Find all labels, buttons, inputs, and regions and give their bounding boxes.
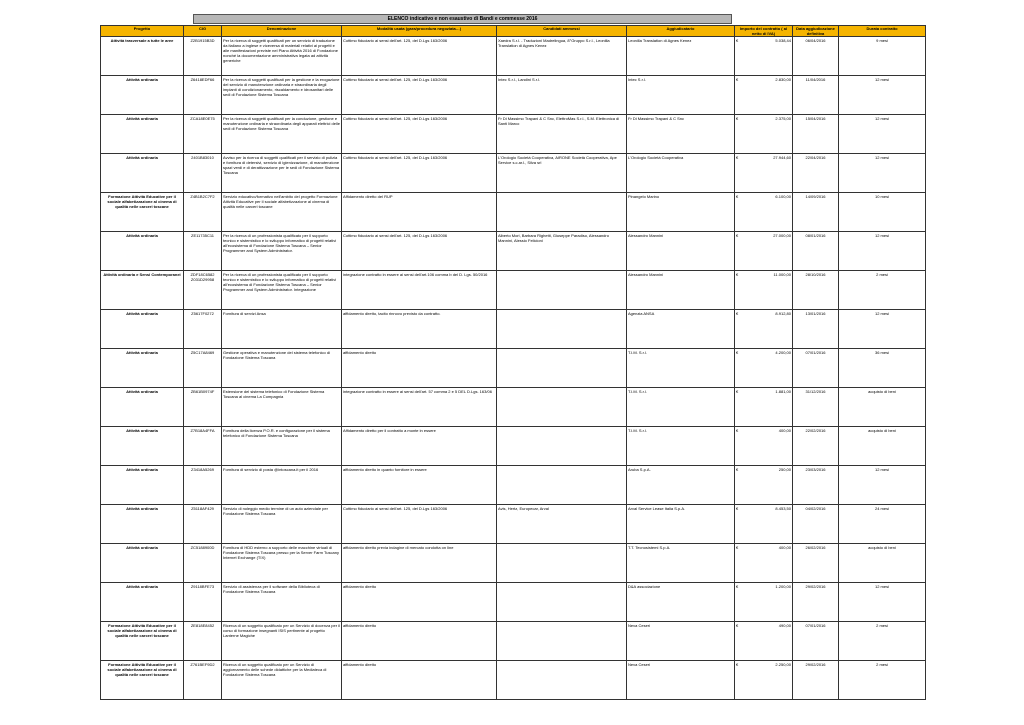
cell-cig: ZE818E8452 <box>184 622 222 661</box>
cell-denominazione: Servizio di noleggio medio termine di un auto aziendale per Fondazione Sistema Toscana <box>222 505 342 544</box>
header-data: Data aggiudicazione definitiva <box>793 26 839 37</box>
currency-symbol: € <box>736 623 739 628</box>
cell-denominazione: Fornitura di servizi Ansa <box>222 310 342 349</box>
cell-aggiudicatario: T.I.M. S.r.l. <box>627 388 735 427</box>
cell-modalita: affidamento diretto <box>342 661 497 700</box>
amount-value: 27.944,60 <box>773 155 791 160</box>
currency-symbol: € <box>736 233 739 238</box>
cell-data: 14/09/2016 <box>793 193 839 232</box>
currency-symbol: € <box>736 155 739 160</box>
cell-modalita: Affidamento diretto per il contratto a monte in essere <box>342 427 497 466</box>
cell-importo <box>735 271 793 310</box>
cell-candidati: Avis, Hertz, Europecar, Arval <box>497 505 627 544</box>
cell-progetto: Attività ordinaria <box>101 466 184 505</box>
cell-durata: 9 mesi <box>839 37 926 76</box>
cell-data: 31/12/2016 <box>793 388 839 427</box>
cell-progetto: Attività ordinaria <box>101 76 184 115</box>
cell-candidati: L'Orologio Società Cooperativa, AIRONE Società Cooperativa, Ape Service s.c.ar.l., Silva srl <box>497 154 627 193</box>
cell-durata: 2 mesi <box>839 271 926 310</box>
cell-cig: Z6418EDF66 <box>184 76 222 115</box>
cell-modalita: affidamento diretto <box>342 349 497 388</box>
cell-data: 06/04/2016 <box>793 37 839 76</box>
amount-value: 8.453,50 <box>775 506 791 511</box>
cell-cig: Z9118BFE73 <box>184 583 222 622</box>
table-row <box>101 76 926 115</box>
cell-durata: 10 mesi <box>839 193 926 232</box>
table-row <box>101 427 926 466</box>
currency-symbol: € <box>736 272 739 277</box>
currency-symbol: € <box>736 545 739 550</box>
cell-progetto: Attività ordinaria <box>101 544 184 583</box>
cell-modalita: Cottimo fiduciario ai sensi dell'art. 125, del D.Lgs 163/2006 <box>342 76 497 115</box>
cell-progetto: Formazione Attività Educative per il sociale alfabetizzazione al cinema di qualità nelle carceri toscane <box>101 622 184 661</box>
cell-candidati <box>497 310 627 349</box>
amount-value: 400,00 <box>778 545 791 550</box>
amount-value: 27.000,00 <box>773 233 791 238</box>
cell-progetto: Attività trasversale a tutte le aree <box>101 37 184 76</box>
cell-denominazione: Ricerca di un soggetto qualificato per un Servizio di docenza per il corso di formazione insegnanti ISIS pertinente al progetto Lanterne Magiche <box>222 622 342 661</box>
table-row <box>101 310 926 349</box>
contracts-table <box>100 25 926 700</box>
cell-cig: 2401B83010 <box>184 154 222 193</box>
cell-importo <box>735 349 793 388</box>
cell-importo <box>735 661 793 700</box>
cell-cig: ZE11735C11 <box>184 232 222 271</box>
cell-importo <box>735 154 793 193</box>
cell-aggiudicatario: L'Orologio Società Cooperativa <box>627 154 735 193</box>
cell-durata: 12 mesi <box>839 76 926 115</box>
cell-aggiudicatario: Neva Ceseri <box>627 622 735 661</box>
amount-value: 2.375,00 <box>775 116 791 121</box>
currency-symbol: € <box>736 584 739 589</box>
cell-modalita: affidamento diretto <box>342 622 497 661</box>
header-durata: Durata contratto <box>839 26 926 37</box>
cell-aggiudicatario: Neva Ceseri <box>627 661 735 700</box>
cell-modalita: Cottimo fiduciario ai sensi dell'art. 125, del D.Lgs 163/2006 <box>342 37 497 76</box>
cell-durata: 12 mesi <box>839 310 926 349</box>
cell-progetto: Attività ordinaria e Sensi Contemporanei <box>101 271 184 310</box>
cell-cig: Z2B1915B3D <box>184 37 222 76</box>
cell-aggiudicatario: D&A associazione <box>627 583 735 622</box>
amount-value: 8.912,80 <box>775 311 791 316</box>
cell-data: 28/10/2016 <box>793 271 839 310</box>
cell-denominazione: Per la ricerca di un professionista qualificato per il supporto tecnico e sistemistico e lo sviluppo informatico di progetti relativi all'ecosistema di Fondazione Sistema Toscana – Senior Programmer and System Administrator. Integrazione <box>222 271 342 310</box>
cell-durata: acquisto di beni <box>839 427 926 466</box>
document-title: ELENCO indicativo e non esaustivo di Bandi e commesse 2016 <box>193 14 732 24</box>
table-row <box>101 388 926 427</box>
cell-progetto: Formazione Attività Educative per il sociale alfabetizzazione al cinema di qualità nelle carceri toscane <box>101 661 184 700</box>
header-candidati: Candidati ammessi <box>497 26 627 37</box>
cell-modalita: Cottimo fiduciario ai sensi dell'art. 125, del D.Lgs 163/2006 <box>342 505 497 544</box>
cell-cig: ZCA18E0E75 <box>184 115 222 154</box>
cell-cig: Z5617F0272 <box>184 310 222 349</box>
table-row <box>101 232 926 271</box>
cell-candidati <box>497 193 627 232</box>
cell-candidati <box>497 583 627 622</box>
cell-modalita: affidamento diretto in quanto fornitore in essere <box>342 466 497 505</box>
cell-candidati <box>497 427 627 466</box>
cell-candidati: Alberto Mori, Barbara Righetti, Giuseppe Paradiso, Alessandro Mannini, Alessio Felicioni <box>497 232 627 271</box>
cell-modalita: integrazione contratto in essere ai sensi dell'art. 57 comma 2 e 5 DEL D.Lgs. 163/06 <box>342 388 497 427</box>
cell-durata: 36 mesi <box>839 349 926 388</box>
table-row <box>101 661 926 700</box>
cell-data: 11/04/2016 <box>793 76 839 115</box>
cell-progetto: Attività ordinaria <box>101 154 184 193</box>
cell-candidati <box>497 349 627 388</box>
cell-durata: 2 mesi <box>839 622 926 661</box>
currency-symbol: € <box>736 428 739 433</box>
cell-modalita: Affidamento diretto del RUP <box>342 193 497 232</box>
cell-progetto: Attività ordinaria <box>101 310 184 349</box>
cell-progetto: Attività ordinaria <box>101 232 184 271</box>
amount-value: 4.200,00 <box>775 350 791 355</box>
cell-aggiudicatario: T.T. Tecnosistemi S.p.A. <box>627 544 735 583</box>
cell-cig: ZB61B0974F <box>184 388 222 427</box>
cell-denominazione: Per la ricerca di soggetti qualificati per un servizio di traduzione da italiano a inglese e viceversa di materiali relativi ai progetti e alle manifestazioni previste nel Piano Attività 2016 di Fondazione nonché la documentazione amministrativa legata ad attività generiche <box>222 37 342 76</box>
cell-importo <box>735 37 793 76</box>
cell-aggiudicatario: Alessandro Mannini <box>627 271 735 310</box>
cell-modalita: affidamento diretto <box>342 583 497 622</box>
amount-value: 6.100,00 <box>775 194 791 199</box>
cell-aggiudicatario: Leonilla Translation di Agnes Kenez <box>627 37 735 76</box>
cell-cig: Z3418A5269 <box>184 466 222 505</box>
amount-value: 1.881,00 <box>775 389 791 394</box>
amount-value: 400,00 <box>778 428 791 433</box>
cell-data: 29/02/2016 <box>793 583 839 622</box>
cell-cig: Z4B1B2C7F2 <box>184 193 222 232</box>
cell-cig: Z761BEF9D2 <box>184 661 222 700</box>
cell-candidati <box>497 661 627 700</box>
cell-modalita: integrazione contratto in essere ai sensi dell'art.106 comma b del D. Lgs. 50/2016 <box>342 271 497 310</box>
table-row <box>101 505 926 544</box>
cell-cig: Z7B18A4FFA <box>184 427 222 466</box>
table-row <box>101 193 926 232</box>
cell-denominazione: Ricerca di un soggetto qualificato per un Servizio di aggiornamento delle schede didattiche per la Mediateca di Fondazione Sistema Toscana <box>222 661 342 700</box>
cell-aggiudicatario: T.I.M. S.r.l. <box>627 427 735 466</box>
header-progetto: Progetto <box>101 26 184 37</box>
cell-data: 08/01/2016 <box>793 232 839 271</box>
cell-candidati <box>497 388 627 427</box>
cell-progetto: Attività ordinaria <box>101 388 184 427</box>
cell-progetto: Attività ordinaria <box>101 349 184 388</box>
cell-importo <box>735 388 793 427</box>
table-row <box>101 154 926 193</box>
cell-denominazione: Servizio di assistenza per il software della Biblioteca di Fondazione Sistema Toscana <box>222 583 342 622</box>
cell-modalita: Cottimo fiduciario ai sensi dell'art. 125, del D.Lgs 163/2006 <box>342 115 497 154</box>
table-row <box>101 622 926 661</box>
amount-value: 5.038,44 <box>775 38 791 43</box>
currency-symbol: € <box>736 662 739 667</box>
amount-value: 1.200,00 <box>775 584 791 589</box>
table-row <box>101 583 926 622</box>
cell-data: 29/02/2016 <box>793 661 839 700</box>
table-row <box>101 349 926 388</box>
cell-aggiudicatario: Alessandro Mannini <box>627 232 735 271</box>
cell-importo <box>735 310 793 349</box>
cell-data: 04/02/2016 <box>793 505 839 544</box>
header-row <box>101 26 926 37</box>
header-aggiudicatario: Aggiudicatario <box>627 26 735 37</box>
cell-denominazione: Per la ricerca di un professionista qualificato per il supporto tecnico e sistemistico e lo sviluppo informatico di progetti relativi all'ecosistema di Fondazione Sistema Toscana – Senior Programmer and System Administrator. <box>222 232 342 271</box>
table-row <box>101 115 926 154</box>
cell-denominazione: Per la ricerca di soggetti qualificati per la conduzione, gestione e manutenzione ordinaria e straordinaria degli apparati elettrici delle sedi di Fondazione Sistema Toscana <box>222 115 342 154</box>
cell-importo <box>735 505 793 544</box>
cell-denominazione: Avviso per la ricerca di soggetti qualificati per il servizio di pulizia e fornitura di detersivi, servizio di igienizzazione, di manutenzione spazi verdi e di derattizzazione per le sedi di Fondazione Sistema Toscana <box>222 154 342 193</box>
cell-durata: 12 mesi <box>839 154 926 193</box>
cell-data: 26/02/2016 <box>793 544 839 583</box>
currency-symbol: € <box>736 116 739 121</box>
cell-importo <box>735 76 793 115</box>
cell-candidati: Fr Di Massimo Trapani & C Snc, ElettroMas S.r.l., S.M. Elettronica di Santi Marco <box>497 115 627 154</box>
cell-importo <box>735 115 793 154</box>
cell-durata: 2 mesi <box>839 661 926 700</box>
cell-importo <box>735 466 793 505</box>
cell-denominazione: Fornitura di servizio di posta @intoscana.it per il 2016 <box>222 466 342 505</box>
cell-candidati: Xaedra S.r.l. - Traduzioni Madrelingua, 8°Gruppo S.r.l., Leonilla Translation di Agnes Kenez <box>497 37 627 76</box>
amount-value: 2.250,00 <box>775 662 791 667</box>
cell-candidati: Intec S.r.l., Landini S.r.l. <box>497 76 627 115</box>
cell-denominazione: Fornitura di HDD esterno a supporto delle macchine virtuali di Fondazione Sistema Toscana presso per la Server Farm Tuscany Internet Exchange (TIX) <box>222 544 342 583</box>
cell-cig: Z5118AF429 <box>184 505 222 544</box>
cell-modalita: affidamento diretto previa indagine di mercato condotta on line <box>342 544 497 583</box>
header-importo: Importo del contratto ( al netto di IVA) <box>735 26 793 37</box>
cell-cig: Z5C17A8469 <box>184 349 222 388</box>
cell-durata: 12 mesi <box>839 232 926 271</box>
cell-aggiudicatario: Intec S.r.l. <box>627 76 735 115</box>
cell-durata: 24 mesi <box>839 505 926 544</box>
cell-denominazione: Per la ricerca di soggetti qualificati per la gestione e la erogazione del servizio di manutenzione ordinaria e straordinaria degli impianti di condizionamento, riscaldamento e idrosanitari delle sedi di Fondazione Sistema Toscana <box>222 76 342 115</box>
cell-aggiudicatario: Arval Service Lease Italia S.p.A. <box>627 505 735 544</box>
currency-symbol: € <box>736 350 739 355</box>
cell-candidati <box>497 466 627 505</box>
cell-importo <box>735 427 793 466</box>
cell-importo <box>735 583 793 622</box>
table-row <box>101 271 926 310</box>
amount-value: 11.000,00 <box>773 272 791 277</box>
cell-progetto: Formazione Attività Educative per il sociale alfabetizzazione al cinema di qualità nelle carceri toscane <box>101 193 184 232</box>
cell-data: 07/01/2016 <box>793 349 839 388</box>
currency-symbol: € <box>736 77 739 82</box>
cell-denominazione: Estensione del sistema telefonico di Fondazione Sistema Toscana al cinema La Compagnia <box>222 388 342 427</box>
cell-cig: ZDF18C6582 Z031D29958 <box>184 271 222 310</box>
cell-importo <box>735 622 793 661</box>
cell-candidati <box>497 622 627 661</box>
cell-modalita: Cottimo fiduciario ai sensi dell'art. 125, del D.Lgs 163/2006 <box>342 154 497 193</box>
amount-value: 250,00 <box>778 467 791 472</box>
cell-denominazione: Servizio educativo/formativo nell'ambito del progetto Formazione Attività Educative per il sociale alfabetizzazione al cinema di qualità nelle carceri toscane <box>222 193 342 232</box>
amount-value: 490,00 <box>778 623 791 628</box>
cell-aggiudicatario: Pinangelo Marino <box>627 193 735 232</box>
currency-symbol: € <box>736 506 739 511</box>
cell-candidati <box>497 544 627 583</box>
cell-aggiudicatario: T.I.M. S.r.l. <box>627 349 735 388</box>
header-denominazione: Denominazione <box>222 26 342 37</box>
cell-aggiudicatario: Fr Di Massimo Trapani & C Snc <box>627 115 735 154</box>
amount-value: 2.830,00 <box>775 77 791 82</box>
currency-symbol: € <box>736 467 739 472</box>
cell-data: 22/02/2016 <box>793 427 839 466</box>
cell-data: 13/01/2016 <box>793 310 839 349</box>
cell-durata: acquisto di beni <box>839 544 926 583</box>
cell-durata: acquisto di beni <box>839 388 926 427</box>
cell-durata: 12 mesi <box>839 115 926 154</box>
cell-aggiudicatario: Aruba S.p.A. <box>627 466 735 505</box>
cell-importo <box>735 232 793 271</box>
currency-symbol: € <box>736 311 739 316</box>
cell-data: 22/04/2016 <box>793 154 839 193</box>
header-modalita: Modalità usata (gara/procedura negoziata…) <box>342 26 497 37</box>
cell-denominazione: Fornitura della licenza P.O.R. e configurazione per il sistema telefonico di Fondazione Sistema Toscana <box>222 427 342 466</box>
cell-durata: 12 mesi <box>839 466 926 505</box>
cell-cig: ZC5188900D <box>184 544 222 583</box>
cell-durata: 12 mesi <box>839 583 926 622</box>
cell-importo <box>735 544 793 583</box>
cell-data: 15/04/2016 <box>793 115 839 154</box>
cell-progetto: Attività ordinaria <box>101 427 184 466</box>
cell-progetto: Attività ordinaria <box>101 583 184 622</box>
header-cig: CIG <box>184 26 222 37</box>
cell-denominazione: Gestione operativa e manutenzione del sistema telefonico di Fondazione Sistema Toscana <box>222 349 342 388</box>
cell-modalita: affidamento diretto, tacito rinnovo previsto da contratto. <box>342 310 497 349</box>
currency-symbol: € <box>736 389 739 394</box>
cell-progetto: Attività ordinaria <box>101 505 184 544</box>
table-row <box>101 37 926 76</box>
cell-modalita: Cottimo fiduciario ai sensi dell'art. 125, del D.Lgs 163/2006 <box>342 232 497 271</box>
cell-data: 23/03/2016 <box>793 466 839 505</box>
table-row <box>101 466 926 505</box>
cell-importo <box>735 193 793 232</box>
cell-progetto: Attività ordinaria <box>101 115 184 154</box>
currency-symbol: € <box>736 194 739 199</box>
currency-symbol: € <box>736 38 739 43</box>
table-row <box>101 544 926 583</box>
cell-aggiudicatario: Agenzia ANSA <box>627 310 735 349</box>
cell-candidati <box>497 271 627 310</box>
cell-data: 07/01/2016 <box>793 622 839 661</box>
